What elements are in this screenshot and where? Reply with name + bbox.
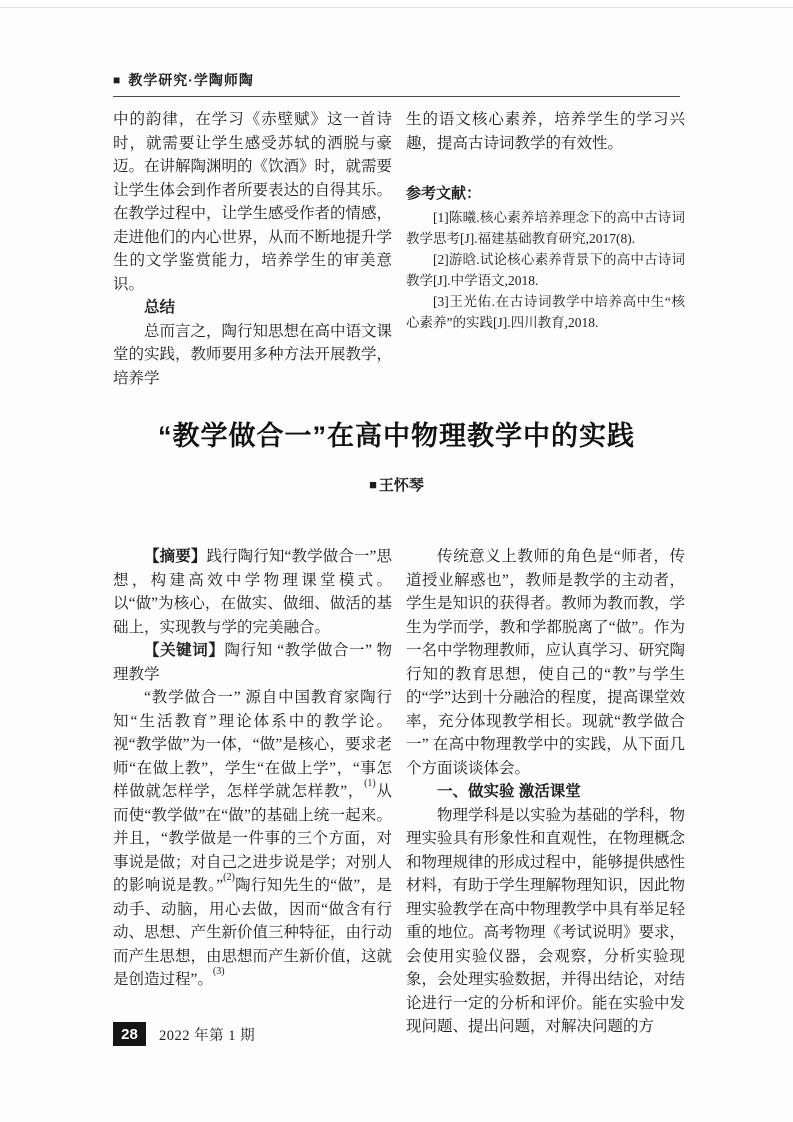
paragraph: 生的语文核心素养，培养学生的学习兴趣，提高古诗词教学的有效性。	[406, 111, 685, 152]
article1-right-column	[406, 108, 685, 390]
page-top-edge	[0, 7, 793, 8]
footnote-marker: (1)	[364, 777, 376, 789]
article2-body	[113, 545, 685, 1039]
abstract-paragraph	[113, 545, 392, 639]
keywords-label: 【关键词】	[144, 642, 225, 659]
author-name: 王怀琴	[378, 477, 424, 494]
journal-header	[113, 70, 680, 90]
page-footer	[113, 1022, 255, 1046]
summary-heading: 总结	[144, 299, 176, 316]
article2-right-column	[406, 545, 685, 1039]
abstract-text: 践行陶行知“教学做合一”思想，构建高效中学物理课堂模式。以“做”为核心，在做实、做细、做活的基础上，实现教与学的完美融合。	[113, 548, 392, 636]
article-author	[0, 474, 793, 495]
paragraph: 物理学科是以实验为基础的学科，物理实验具有形象性和直观性，在物理概念和物理规律的形成过程中，能够提供感性材料，有助于学生理解物理知识，因此物理实验教学在高中物理教学中具有举足轻重的地位。高考物理《考试说明》要求，会使用实验仪器，会观察，分析实验现象，会处理实验数据，并得出结论，对结论进行一定的分析和评价。能在实验中发现问题、提出问题，对解决问题的方	[406, 806, 686, 1035]
article1-continuation	[113, 108, 685, 390]
section-label: 教学研究·学陶师陶	[128, 72, 254, 88]
article-title: “教学做合一”在高中物理教学中的实践	[158, 421, 635, 451]
author-marker-icon: ■	[369, 477, 377, 492]
header-rule	[113, 96, 680, 97]
article2-left-column	[113, 545, 392, 1039]
article1-left-column	[113, 108, 392, 390]
footnote-marker: (2)	[223, 871, 235, 883]
reference-item: [1]陈曦.核心素养培养理念下的高中古诗词教学思考[J].福建基础教育研究,2017(8).	[406, 210, 685, 246]
keywords-text: 陶行知 “教学做合一” 物理教学	[113, 642, 392, 683]
article2-title-block	[0, 414, 793, 495]
reference-item: [2]游晗.试论核心素养背景下的高中古诗词教学[J].中学语文,2018.	[406, 252, 685, 288]
references-heading: 参考文献：	[406, 185, 482, 202]
page-number-badge: 28	[113, 1022, 146, 1046]
issue-label: 2022 年第 1 期	[159, 1027, 256, 1044]
reference-item: [3]王光佑.在古诗词教学中培养高中生“核心素养”的实践[J].四川教育,2018.	[406, 294, 685, 330]
keywords-paragraph	[113, 639, 392, 686]
paragraph: 传统意义上教师的角色是“师者，传道授业解惑也”，教师是教学的主动者，学生是知识的获得者。教师为教而教，学生为学而学，教和学都脱离了“做”。作为一名中学物理教师，应认真学习、研究陶行知的教育思想，使自己的“教”与学生的“学”达到十分融洽的程度，提高课堂效率，充分体现教学相长。现就“教学做合一” 在高中物理教学中的实践，从下面几个方面谈谈体会。	[406, 548, 686, 777]
intro-paragraph: “教学做合一” 源自中国教育家陶行知“生活教育”理论体系中的教学论。视“教学做”为一体，“做”是核心，要求老师“在做上教”，学生“在做上学”，“事怎样做就怎样学，怎样学就怎样教”，$^{(1)}$从而使“教学做”在“做”的基础上统一起来。并且，“教学做是一件事的三个方面，对事说是做；对自己之进步说是学；对别人的影响说是教。”$^{(2)}$陶行知先生的“做”，是动手、动脑，用心去做，因而“做含有行动、思想、产生新价值三种特征，由行动而产生思想，由思想而产生新价值，这就是创造过程”。$^{(3)}$	[113, 689, 393, 988]
footnote-marker: (3)	[212, 965, 225, 977]
abstract-label: 【摘要】	[144, 548, 207, 565]
square-marker-icon: ■	[113, 73, 122, 87]
paragraph: 中的韵律，在学习《赤壁赋》这一首诗时，就需要让学生感受苏轼的洒脱与豪迈。在讲解陶渊明的《饮酒》时，就需要让学生体会到作者所要表达的自得其乐。在教学过程中，让学生感受作者的情感，走进他们的内心世界，从而不断地提升学生的文学鉴赏能力，培养学生的审美意识。	[113, 111, 393, 293]
section-one-heading: 一、做实验 激活课堂	[437, 783, 581, 800]
paragraph: 总而言之，陶行知思想在高中语文课堂的实践，教师要用多种方法开展教学，培养学	[113, 322, 393, 387]
